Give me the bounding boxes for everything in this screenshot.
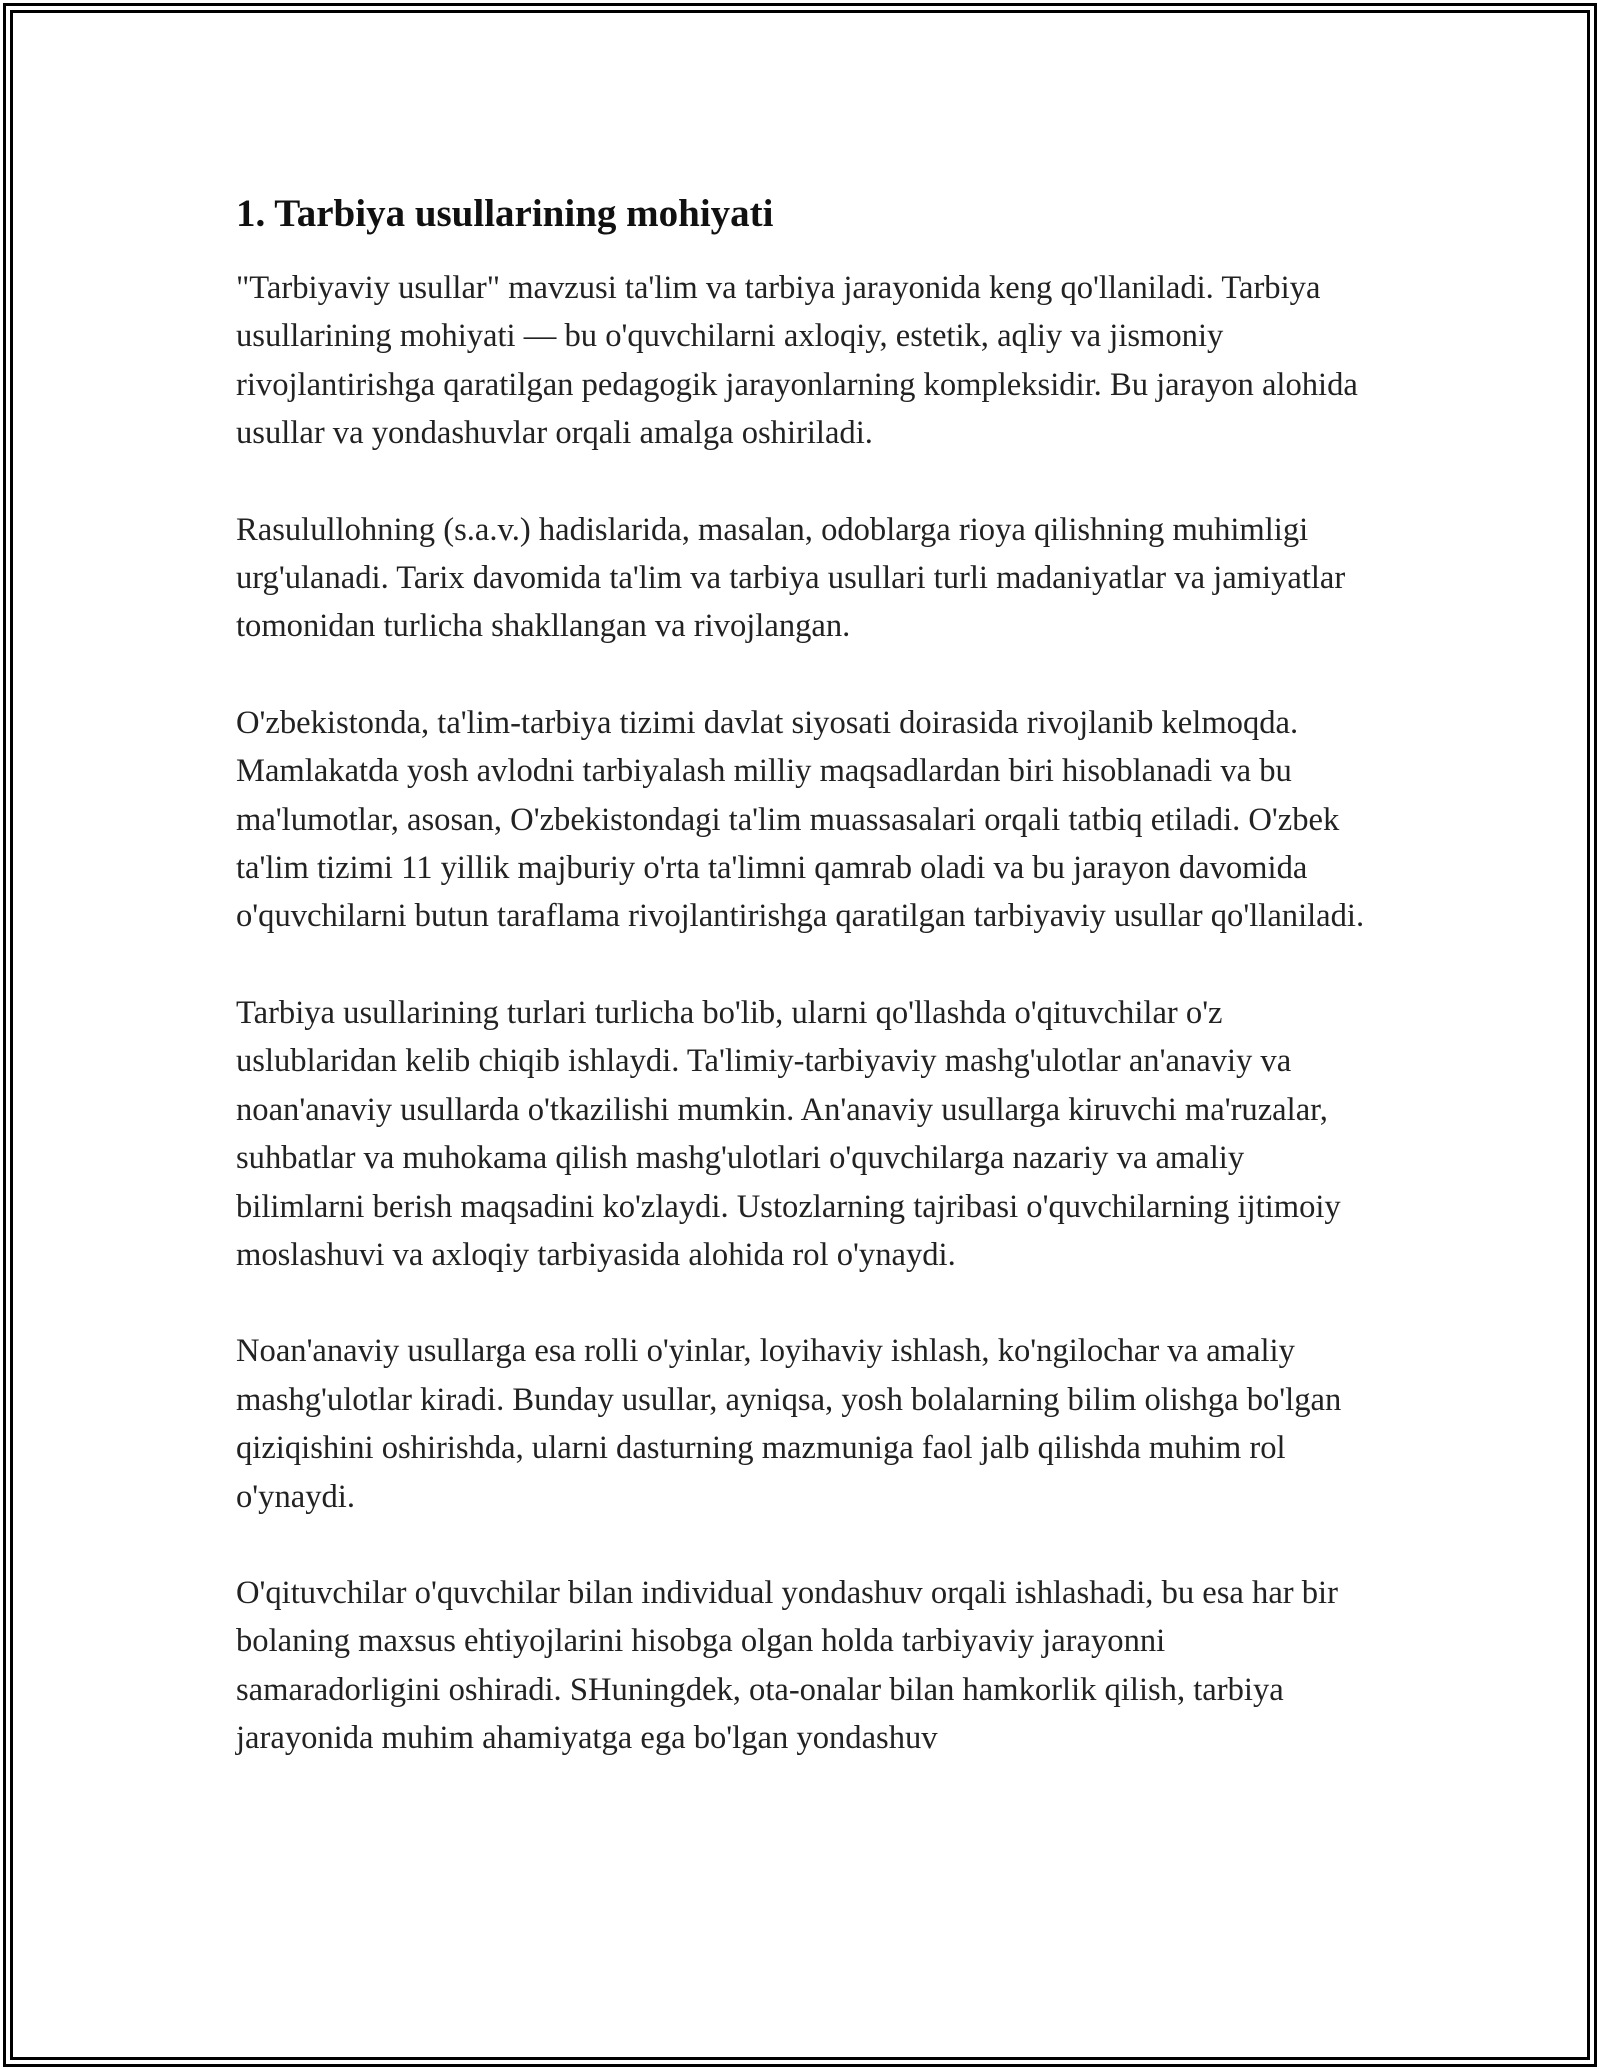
paragraph: Tarbiya usullarining turlari turlicha bo'lib, ularni qo'llashda o'qituvchilar o'z uslublaridan kelib chiqib ishlaydi. Ta'limiy-tarbiyaviy mashg'ulotlar an'anaviy va noan'anaviy usullarda o'tkazilishi mumkin. An'anaviy usullarga kiruvchi ma'ruzalar, suhbatlar va muhokama qilish mashg'ulotlari o'quvchilarga nazariy va amaliy bilimlarni berish maqsadini ko'zlaydi. Ustozlarning tajribasi o'quvchilarning ijtimoiy moslashuvi va axloqiy tarbiyasida alohida rol o'ynaydi. xyxy=(236,994,1341,1273)
paragraph: Rasulullohning (s.a.v.) hadislarida, masalan, odoblarga rioya qilishning muhimligi urg'ulanadi. Tarix davomida ta'lim va tarbiya usullari turli madaniyatlar va jamiyatlar tomonidan turlicha shakllangan va rivojlangan. xyxy=(236,511,1346,645)
paragraph: "Tarbiyaviy usullar" mavzusi ta'lim va tarbiya jarayonida keng qo'llaniladi. Tarbiya usullarining mohiyati — bu o'quvchilarni axloqiy, estetik, aqliy va jismoniy rivojlantirishga qaratilgan pedagogik jarayonlarning kompleksidir. Bu jarayon alohida usullar va yondashuvlar orqali amalga oshiriladi. xyxy=(236,270,1358,452)
paragraph: O'zbekistonda, ta'lim-tarbiya tizimi davlat siyosati doirasida rivojlanib kelmoqda. Mamlakatda yosh avlodni tarbiyalash milliy maqsadlardan biri hisoblanadi va bu ma'lumotlar, asosan, O'zbekistondagi ta'lim muassasalari orqali tatbiq etiladi. O'zbek ta'lim tizimi 11 yillik majburiy o'rta ta'limni qamrab oladi va bu jarayon davomida o'quvchilarni butun taraflama rivojlantirishga qaratilgan tarbiyaviy usullar qo'llaniladi. xyxy=(236,704,1365,935)
section-heading: 1. Tarbiya usullarining mohiyati xyxy=(236,192,774,235)
paragraph: Noan'anaviy usullarga esa rolli o'yinlar, loyihaviy ishlash, ko'ngilochar va amaliy mashg'ulotlar kiradi. Bunday usullar, ayniqsa, yosh bolalarning bilim olishga bo'lgan qiziqishini oshirishda, ularni dasturning mazmuniga faol jalb qilishda muhim rol o'ynaydi. xyxy=(236,1333,1342,1515)
document-page xyxy=(236,188,1366,1763)
paragraph: O'qituvchilar o'quvchilar bilan individual yondashuv orqali ishlashadi, bu esa har bir bolaning maxsus ehtiyojlarini hisobga olgan holda tarbiyaviy jarayonni samaradorligini oshiradi. SHuningdek, ota-onalar bilan hamkorlik qilish, tarbiya jarayonida muhim ahamiyatga ega bo'lgan yondashuv xyxy=(236,1574,1338,1757)
